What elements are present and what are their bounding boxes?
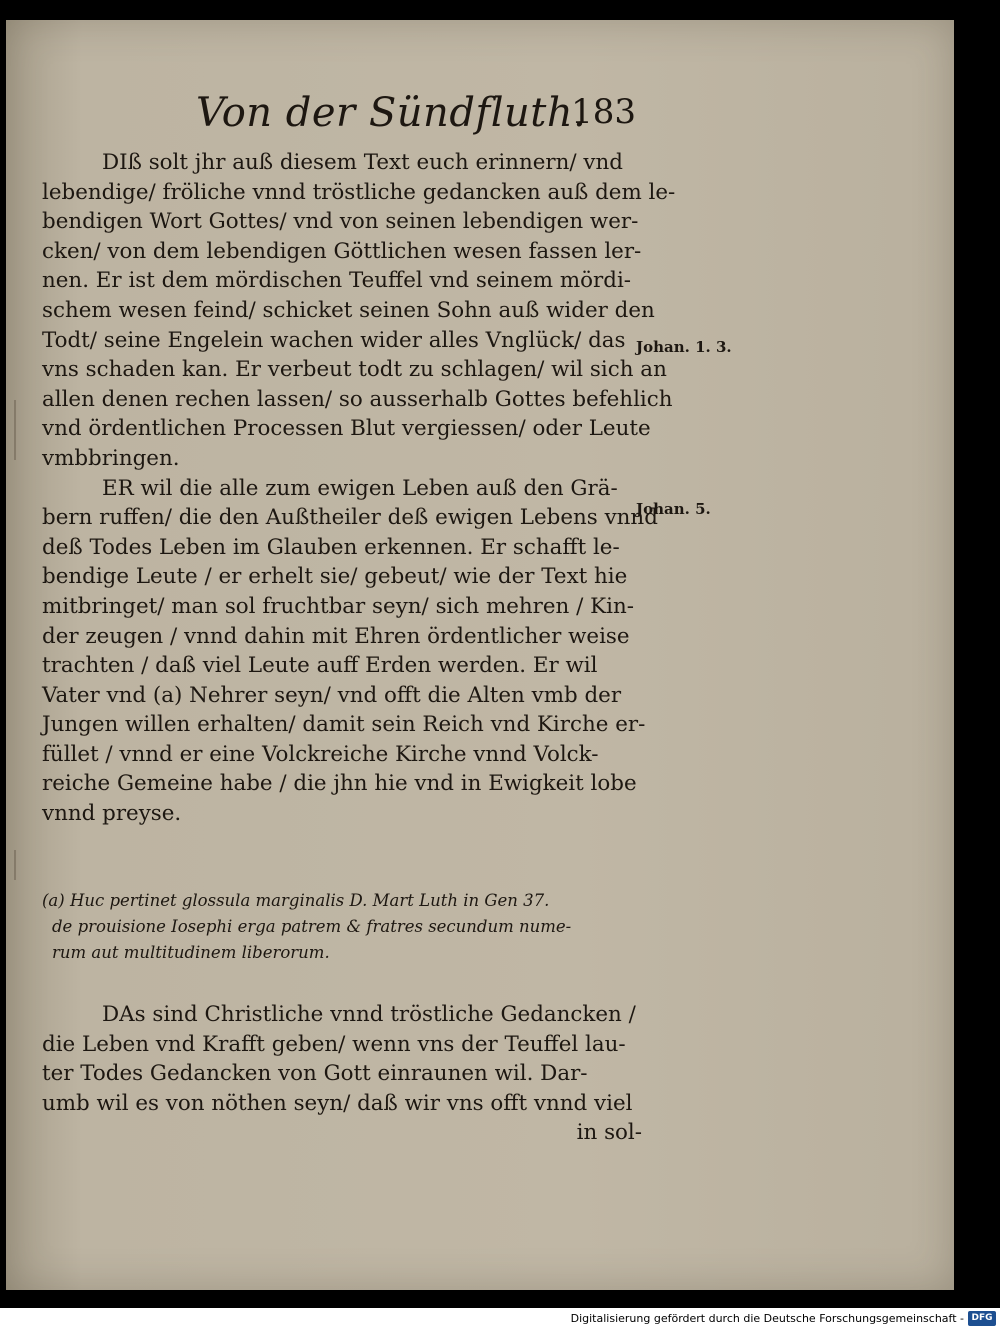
text-line: der zeugen / vnnd dahin mit Ehren ördentlicher weise <box>42 623 630 649</box>
text-line: Vater vnd (a) Nehrer seyn/ vnd offt die Alten vmb der <box>42 682 622 708</box>
paragraph-2 <box>42 474 658 829</box>
footnote <box>42 888 612 966</box>
binding-shadow <box>14 400 16 460</box>
marginal-reference: Johan. 1. 3. <box>636 338 732 356</box>
digitization-footer <box>0 1308 1000 1331</box>
text-line: DIß solt jhr auß diesem Text euch erinnern/ vnd <box>102 150 623 175</box>
funding-credit: Digitalisierung gefördert durch die Deutsche Forschungsgemeinschaft - <box>570 1312 964 1325</box>
text-line: Todt/ seine Engelein wachen wider alles Vnglück/ das <box>42 327 626 353</box>
page-header <box>196 90 636 140</box>
book-page <box>6 20 954 1290</box>
text-line: lebendige/ fröliche vnnd tröstliche gedancken auß dem le- <box>42 179 676 205</box>
binding-shadow <box>14 850 16 880</box>
text-line: vmbbringen. <box>42 445 180 471</box>
text-line: cken/ von dem lebendigen Göttlichen wesen fassen ler- <box>42 238 642 264</box>
running-title: Von der Sündfluth. <box>196 90 587 136</box>
page-number: 183 <box>571 92 636 132</box>
text-line: deß Todes Leben im Glauben erkennen. Er schafft le- <box>42 534 620 560</box>
text-line: ter Todes Gedancken von Gott einraunen wil. Dar- <box>42 1061 588 1087</box>
text-line: füllet / vnnd er eine Volckreiche Kirche vnnd Volck- <box>42 741 599 767</box>
text-line: DAs sind Christliche vnnd tröstliche Gedancken / <box>102 1002 636 1027</box>
text-line: vns schaden kan. Er verbeut todt zu schlagen/ wil sich an <box>42 357 667 383</box>
footnote-line: (a) Huc pertinet glossula marginalis D. Mart Luth in Gen 37. <box>42 891 550 910</box>
text-line: bern ruffen/ die den Außtheiler deß ewigen Lebens vnnd <box>42 505 658 531</box>
text-line: mitbringet/ man sol fruchtbar seyn/ sich mehren / Kin- <box>42 593 634 619</box>
dfg-logo-icon: DFG <box>968 1311 996 1326</box>
paragraph-1 <box>42 148 676 474</box>
text-line: ER wil die alle zum ewigen Leben auß den Grä- <box>102 475 618 501</box>
text-line: bendige Leute / er erhelt sie/ gebeut/ wie der Text hie <box>42 564 628 590</box>
text-line: nen. Er ist dem mördischen Teuffel vnd seinem mördi- <box>42 268 632 294</box>
catchword: in sol- <box>576 1120 642 1146</box>
text-line: trachten / daß viel Leute auff Erden werden. Er wil <box>42 653 598 679</box>
marginal-reference: Johan. 5. <box>636 500 711 518</box>
footnote-line: de prouisione Iosephi erga patrem & fratres secundum nume- <box>52 917 572 936</box>
text-line: bendigen Wort Gottes/ vnd von seinen lebendigen wer- <box>42 209 639 235</box>
text-line: die Leben vnd Krafft geben/ wenn vns der Teuffel lau- <box>42 1031 626 1057</box>
text-line: umb wil es von nöthen seyn/ daß wir vns offt vnnd viel <box>42 1090 633 1116</box>
text-line: vnd ördentlichen Processen Blut vergiessen/ oder Leute <box>42 416 651 442</box>
text-line: allen denen rechen lassen/ so ausserhalb Gottes befehlich <box>42 386 673 412</box>
text-line: reiche Gemeine habe / die jhn hie vnd in Ewigkeit lobe <box>42 771 637 797</box>
text-line: schem wesen feind/ schicket seinen Sohn auß wider den <box>42 297 655 323</box>
paragraph-3 <box>42 1000 642 1148</box>
footnote-line: rum aut multitudinem liberorum. <box>52 943 330 962</box>
text-line: vnnd preyse. <box>42 801 182 827</box>
text-line: Jungen willen erhalten/ damit sein Reich vnd Kirche er- <box>42 712 646 738</box>
